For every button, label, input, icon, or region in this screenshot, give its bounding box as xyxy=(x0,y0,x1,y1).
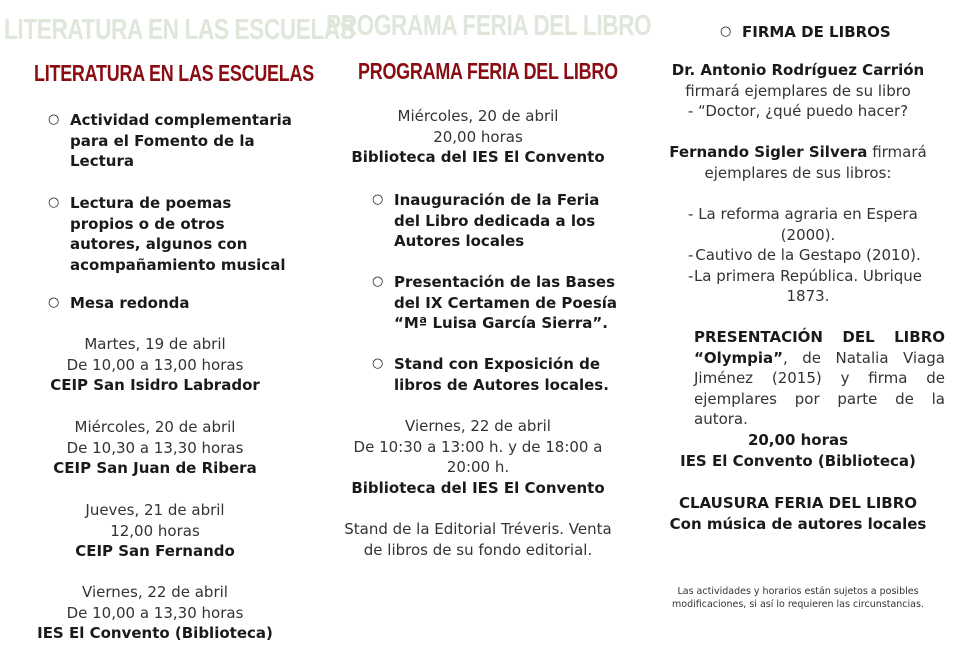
bullet-item: ○ Inauguración de la Feria del Libro dedicada a los Autores locales xyxy=(372,191,600,250)
event-block xyxy=(0,417,310,479)
signing-author-1: Dr. Antonio Rodríguez Carrión firmará ejemplares de su libro - “Doctor, ¿qué puedo hacer? xyxy=(660,60,936,122)
list-item: - Cautivo de la Gestapo (2010). xyxy=(688,246,921,264)
bullet-item: ○ Actividad complementaria para el Fomento de la Lectura xyxy=(48,111,292,170)
event-block xyxy=(0,582,310,644)
event-time: De 10,30 a 13,30 horas xyxy=(66,438,244,457)
event-block xyxy=(322,416,634,498)
signing-author-2: Fernando Sigler Silvera firmará ejemplares de sus libros: xyxy=(669,143,927,182)
book-list xyxy=(678,204,938,307)
list-item-cont: (2000). xyxy=(780,225,836,244)
circle-bullet-icon: ○ xyxy=(48,295,60,310)
event-block xyxy=(0,334,310,396)
event-place: IES El Convento (Biblioteca) xyxy=(680,451,916,470)
event-time: 20,00 horas xyxy=(433,127,523,146)
event-day: Miércoles, 20 de abril xyxy=(74,418,236,436)
event-time: 12,00 horas xyxy=(110,521,200,540)
event-day: Martes, 19 de abril xyxy=(84,335,226,353)
watermark-title: PROGRAMA FERIA DEL LIBRO xyxy=(326,10,652,42)
bullet-item: ○ Stand con Exposición de libros de Autores locales. xyxy=(372,355,609,394)
event-place: IES El Convento (Biblioteca) xyxy=(37,624,273,642)
circle-bullet-icon: ○ xyxy=(372,192,384,207)
event-day: Jueves, 21 de abril xyxy=(85,501,225,519)
book-title: “Olympia” xyxy=(694,348,784,367)
book-title: - “Doctor, ¿qué puedo hacer? xyxy=(687,102,909,120)
closing-block: CLAUSURA FERIA DEL LIBRO Con música de autores locales xyxy=(669,494,927,533)
event-place: Biblioteca del IES El Convento xyxy=(351,478,605,497)
event-block xyxy=(322,106,634,168)
event-day: Miércoles, 20 de abril xyxy=(397,107,559,125)
event-time: De 10,00 a 13,30 horas xyxy=(66,603,244,622)
bullet-item: ○ FIRMA DE LIBROS xyxy=(720,23,891,41)
stand-note: Stand de la Editorial Tréveris. Venta de libros de su fondo editorial. xyxy=(344,520,612,559)
section-title: LITERATURA EN LAS ESCUELAS xyxy=(34,60,314,86)
circle-bullet-icon: ○ xyxy=(372,356,384,371)
disclaimer-note: Las actividades y horarios están sujetos a posibles modificaciones, si así lo requieren las circunstancias. xyxy=(672,586,924,610)
event-time: De 10:30 a 13:00 h. y de 18:00 a xyxy=(353,437,603,456)
author-name: Dr. Antonio Rodríguez Carrión xyxy=(671,61,925,79)
author-name: Fernando Sigler Silvera xyxy=(669,143,868,161)
presentation-title: PRESENTACIÓN DEL LIBRO xyxy=(694,328,945,346)
event-time: 20,00 horas xyxy=(747,431,849,449)
watermark-title: LITERATURA EN LAS ESCUELAS xyxy=(4,14,355,46)
presentation-details xyxy=(660,430,936,471)
bullet-item: ○ Mesa redonda xyxy=(48,294,190,312)
event-day: Viernes, 22 de abril xyxy=(82,583,228,601)
bullet-item: ○ Presentación de las Bases del IX Certamen de Poesía “Mª Luisa García Sierra”. xyxy=(372,273,618,332)
event-place: Biblioteca del IES El Convento xyxy=(351,148,605,166)
event-place: CEIP San Isidro Labrador xyxy=(50,376,260,394)
event-time: 20:00 h. xyxy=(446,458,510,476)
list-item: - La primera República. Ubrique xyxy=(688,266,923,285)
event-place: CEIP San Fernando xyxy=(75,542,235,560)
circle-bullet-icon: ○ xyxy=(720,24,732,39)
section-title: PROGRAMA FERIA DEL LIBRO xyxy=(358,58,618,84)
event-place: CEIP San Juan de Ribera xyxy=(53,459,257,477)
presentation-block: PRESENTACIÓN DEL LIBRO “Olympia”, de Natalia Viaga Jiménez (2015) y firma de ejemplares por parte de la autora. xyxy=(694,328,945,428)
bullet-item: ○ Lectura de poemas propios o de otros autores, algunos con acompañamiento musical xyxy=(48,194,286,274)
circle-bullet-icon: ○ xyxy=(372,274,384,289)
event-time: De 10,00 a 13,00 horas xyxy=(66,355,244,374)
circle-bullet-icon: ○ xyxy=(48,195,60,210)
list-item: - La reforma agraria en Espera xyxy=(688,205,918,223)
list-item-cont: 1873. xyxy=(786,287,830,305)
event-block xyxy=(0,500,310,562)
circle-bullet-icon: ○ xyxy=(48,112,60,127)
event-day: Viernes, 22 de abril xyxy=(405,417,551,435)
